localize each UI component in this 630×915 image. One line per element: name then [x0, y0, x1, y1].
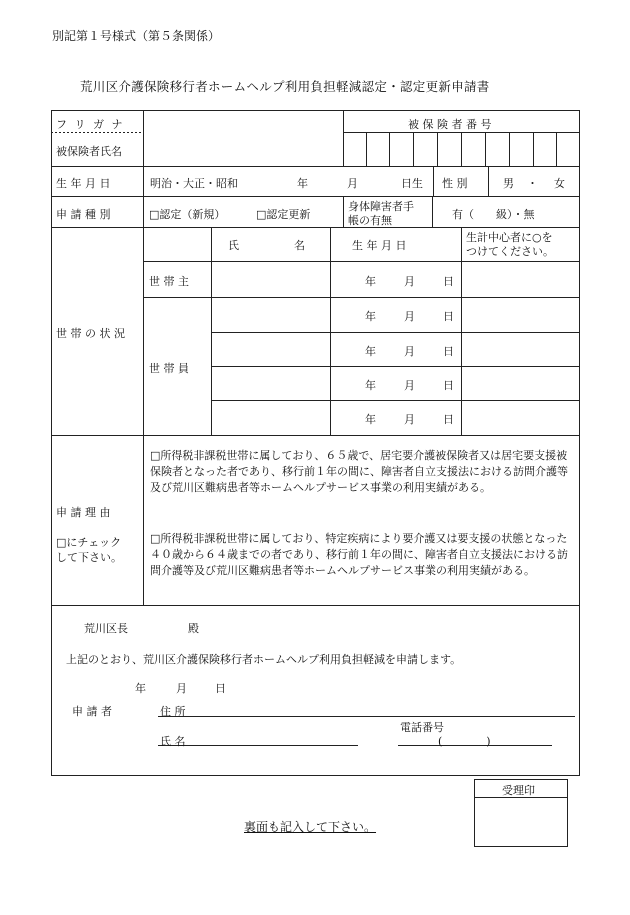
date-day: 日	[443, 275, 454, 288]
date-year: 年	[365, 379, 376, 392]
birth-day-unit: 日生	[401, 177, 423, 190]
phone-label: 電話番号	[400, 721, 444, 734]
birth-year-unit: 年	[297, 177, 308, 190]
reason-option-1-checkbox[interactable]: □所得税非課税世帯に属しており、６５歳で、居宅要介護被保険者又は居宅要支援被保険者となった者であり、移行前１年の間に、障害者自立支援法における訪問介護等及び荒川区難病患者等ホームヘルプサービス事業の利用実績がある。	[150, 449, 568, 494]
reason-check-note-line2: して下さい。	[56, 551, 122, 564]
date-month: 月	[404, 379, 415, 392]
birth-eras: 明治・大正・昭和	[150, 177, 238, 190]
honorific: 殿	[188, 622, 199, 635]
household-member-label: 世 帯 員	[149, 362, 189, 375]
date-year: 年	[365, 413, 376, 426]
sex-female: 女	[554, 177, 565, 190]
date-month: 月	[404, 310, 415, 323]
date-month: 月	[404, 345, 415, 358]
application-renew-checkbox[interactable]: □認定更新	[256, 208, 311, 221]
household-col-note-line1: 生計中心者に○を	[466, 231, 553, 244]
name-label: 氏 名	[160, 735, 186, 748]
date-year: 年	[365, 345, 376, 358]
sex-label: 性 別	[442, 177, 468, 190]
sex-separator: ・	[527, 177, 538, 190]
household-head-label: 世 帯 主	[149, 275, 189, 288]
date-day: 日	[443, 413, 454, 426]
date-day: 日	[443, 379, 454, 392]
application-date-year: 年	[135, 682, 146, 695]
birth-date-label: 生 年 月 日	[56, 177, 111, 190]
disability-label-line1: 身体障害者手	[348, 200, 414, 213]
household-col-name: 氏 名	[228, 239, 305, 252]
date-day: 日	[443, 345, 454, 358]
reason-label: 申 請 理 由	[56, 506, 111, 519]
phone-parens: ( )	[438, 735, 491, 748]
household-section-label: 世 帯 の 状 況	[56, 327, 125, 340]
date-year: 年	[365, 310, 376, 323]
application-type-label: 申 請 種 別	[56, 208, 111, 221]
applicant-label: 申 請 者	[72, 705, 112, 718]
application-date-month: 月	[176, 682, 187, 695]
sex-male: 男	[503, 177, 514, 190]
application-new-checkbox[interactable]: □認定（新規）	[149, 208, 226, 221]
date-month: 月	[404, 275, 415, 288]
address-label: 住 所	[160, 705, 186, 718]
insured-number-label: 被 保 険 者 番 号	[408, 118, 492, 131]
form-number: 別記第１号様式（第５条関係）	[52, 29, 221, 43]
disability-value: 有（ 級）・無	[452, 208, 535, 221]
application-date-day: 日	[215, 682, 226, 695]
disability-label-line2: 帳の有無	[348, 214, 392, 227]
reason-option-2-checkbox[interactable]: □所得税非課税世帯に属しており、特定疾病により要介護又は要支援の状態となった４０歳から６４歳までの者であり、移行前１年の間に、障害者自立支援法における訪問介護等及び荒川区難病患者等ホームヘルプサービス事業の利用実績がある。	[150, 532, 568, 577]
addressee: 荒川区長	[84, 622, 128, 635]
application-statement: 上記のとおり、荒川区介護保険移行者ホームヘルプ利用負担軽減を申請します。	[66, 653, 462, 666]
birth-month-unit: 月	[347, 177, 358, 190]
reason-check-note-line1: □にチェック	[56, 536, 122, 549]
footer-note: 裏面も記入して下さい。	[244, 820, 377, 834]
household-col-birth: 生 年 月 日	[352, 239, 407, 252]
date-month: 月	[404, 413, 415, 426]
date-year: 年	[365, 275, 376, 288]
furigana-label: フ リ ガ ナ	[56, 118, 125, 131]
form-title: 荒川区介護保険移行者ホームヘルプ利用負担軽減認定・認定更新申請書	[80, 79, 490, 94]
receipt-stamp-label: 受理印	[502, 784, 535, 797]
date-day: 日	[443, 310, 454, 323]
household-col-note-line2: つけてください。	[466, 245, 554, 258]
insured-name-label: 被保険者氏名	[56, 145, 122, 158]
